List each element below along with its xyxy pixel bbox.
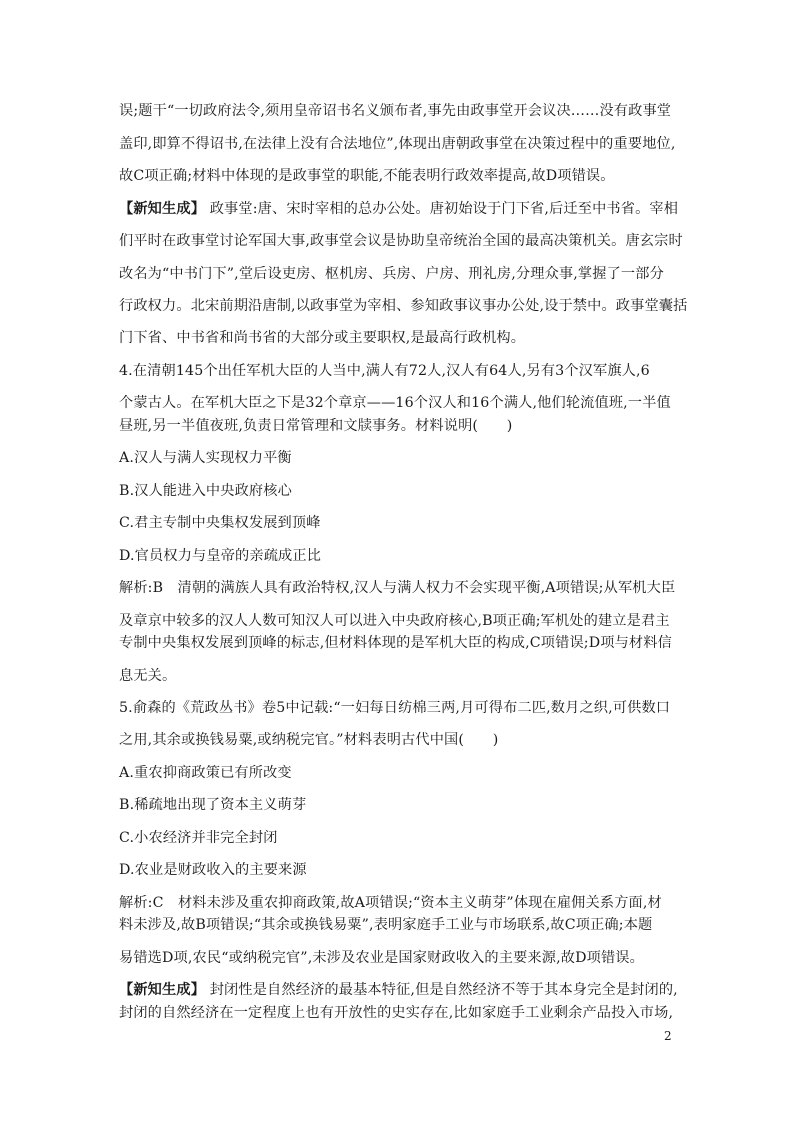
option-b: B.稀疏地出现了资本主义萌芽 <box>119 797 307 813</box>
note-tag: 【新知生成】 <box>119 982 206 998</box>
question-stem: 个蒙古人。在军机大臣之下是32个章京——16个汉人和16个满人,他们轮流值班,一半值 <box>119 395 671 411</box>
option-b: B.汉人能进入中央政府核心 <box>119 483 292 499</box>
option-a: A.汉人与满人实现权力平衡 <box>119 450 292 466</box>
option-d: D.农业是财政收入的主要来源 <box>119 862 307 878</box>
question-stem: 4.在清朝145个出任军机大臣的人当中,满人有72人,汉人有64人,另有3个汉军旗人,6 <box>119 363 650 379</box>
analysis-line: 易错选D项,农民“或纳税完官”,未涉及农业是国家财政收入的主要来源,故D项错误。 <box>119 950 644 966</box>
analysis-line: 解析:C 材料未涉及重农抑商政策,故A项错误;“资本主义萌芽”体现在雇佣关系方面,材 <box>119 895 662 911</box>
option-c: C.小农经济并非完全封闭 <box>119 830 278 846</box>
text-line: 改名为“中书门下”,堂后设吏房、枢机房、兵房、户房、刑礼房,分理众事,掌握了一部分 <box>119 266 664 282</box>
analysis-line: 及章京中较多的汉人人数可知汉人可以进入中央政府核心,B项正确;军机处的建立是君主 <box>119 613 670 629</box>
option-d: D.官员权力与皇帝的亲疏成正比 <box>119 548 322 564</box>
text-line: 故C项正确;材料中体现的是政事堂的职能,不能表明行政效率提高,故D项错误。 <box>119 168 615 184</box>
text-line: 误;题干“一切政府法令,须用皇帝诏书名义颁布者,事先由政事堂开会议决……没有政事堂 <box>119 103 672 119</box>
text-line: 行政权力。北宋前期沿唐制,以政事堂为宰相、参知政事议事办公处,设于禁中。政事堂囊括 <box>119 298 688 314</box>
option-c: C.君主专制中央集权发展到顶峰 <box>119 515 321 531</box>
option-a: A.重农抑商政策已有所改变 <box>119 765 292 781</box>
analysis-line: 息无关。 <box>119 668 177 684</box>
text-line: 盖印,即算不得诏书,在法律上没有合法地位”,体现出唐朝政事堂在决策过程中的重要地位, <box>119 136 676 152</box>
note-tag: 【新知生成】 <box>119 201 206 217</box>
analysis-line: 专制中央集权发展到顶峰的标志,但材料体现的是军机大臣的构成,C项错误;D项与材料信 <box>119 635 672 651</box>
knowledge-note <box>119 199 679 219</box>
note-text: 政事堂:唐、宋时宰相的总办公处。唐初始设于门下省,后迁至中书省。宰相 <box>209 201 679 217</box>
question-stem: 5.俞森的《荒政丛书》卷5中记载:“一妇每日纺棉三两,月可得布二匹,数月之织,可供数口 <box>119 700 671 716</box>
analysis-line: 解析:B 清朝的满族人具有政治特权,汉人与满人权力不会实现平衡,A项错误;从军机大臣 <box>119 580 676 596</box>
page-number: 2 <box>664 1029 672 1043</box>
text-line: 门下省、中书省和尚书省的大部分或主要职权,是最高行政机构。 <box>119 330 526 346</box>
note-text: 封闭性是自然经济的最基本特征,但是自然经济不等于其本身完全是封闭的, <box>209 982 678 998</box>
knowledge-note <box>119 980 679 1000</box>
text-line: 封闭的自然经济在一定程度上也有开放性的史实存在,比如家庭手工业剩余产品投入市场, <box>119 1005 674 1021</box>
analysis-line: 料未涉及,故B项错误;“其余或换钱易粟”,表明家庭手工业与市场联系,故C项正确;本题 <box>119 917 653 933</box>
question-stem: 昼班,另一半值夜班,负责日常管理和文牍事务。材料说明( ) <box>119 418 513 434</box>
text-line: 们平时在政事堂讨论军国大事,政事堂会议是协助皇帝统治全国的最高决策机关。唐玄宗时 <box>119 233 683 249</box>
question-stem: 之用,其余或换钱易粟,或纳税完官。”材料表明古代中国( ) <box>119 732 499 748</box>
